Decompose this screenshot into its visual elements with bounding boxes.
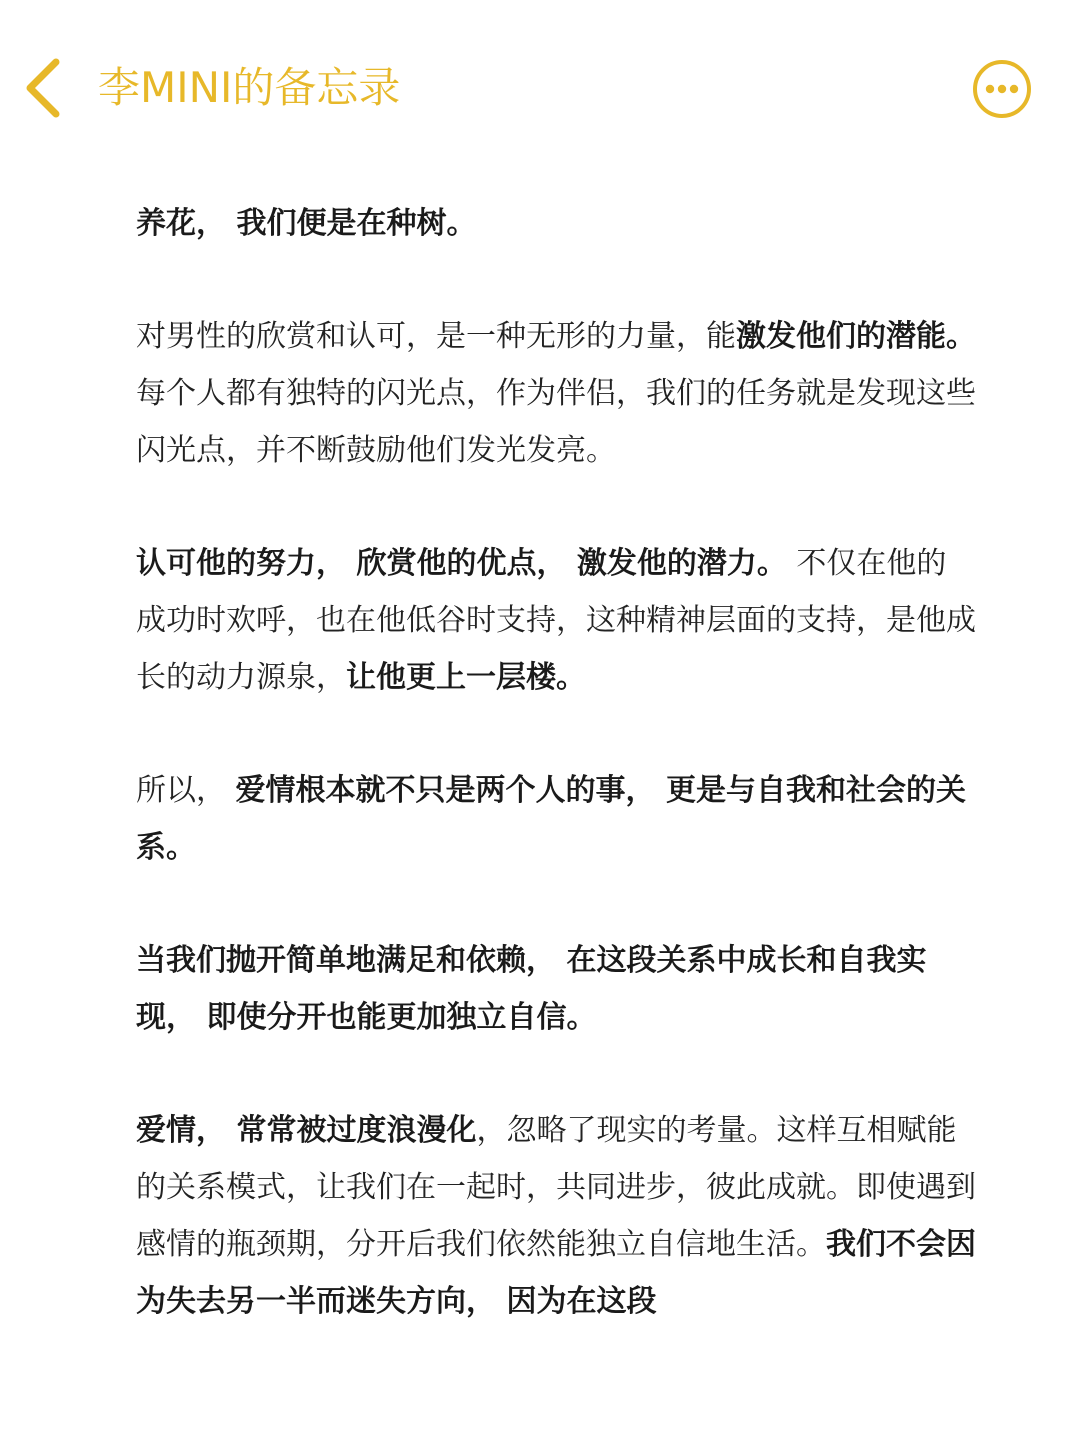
- top-bar: [0, 0, 1080, 170]
- back-button[interactable]: [14, 52, 78, 124]
- bold-text: 爱情， 常常被过度浪漫化: [136, 1113, 477, 1148]
- bold-text: 让他更上一层楼。: [346, 660, 586, 695]
- text-run: 对男性的欣赏和认可，是一种无形的力量，能: [136, 319, 736, 354]
- bold-text: 当我们抛开简单地满足和依赖， 在这段关系中成长和自我实现， 即使分开也能更加独立自信。: [136, 943, 927, 1035]
- bold-text: 激发他们的潜能。: [736, 319, 976, 354]
- bold-text: 我们不会因为失去另一半而迷失方向， 因为在这段: [136, 1227, 976, 1319]
- text-run: 每个人都有独特的闪光点，作为伴侣，我们的任务就是发现这些闪光点，并不断鼓励他们发光发亮。: [136, 376, 976, 468]
- text-run: 所以，: [136, 773, 236, 808]
- bold-text: 认可他的努力， 欣赏他的优点， 激发他的潜力。: [136, 546, 787, 581]
- note-paragraph: [136, 1102, 976, 1330]
- more-horizontal-icon: [970, 57, 1034, 121]
- more-options-button[interactable]: [970, 57, 1034, 121]
- text-run: ，忽略了现实的考量。这样互相赋能的关系模式，让我们在一起时，共同进步，彼此成就。即使遇到感情的瓶颈期，分开后我们依然能独立自信地生活。: [136, 1113, 976, 1262]
- page-title: 李MINI的备忘录: [98, 63, 401, 112]
- note-paragraph: [136, 535, 976, 706]
- bold-text: 养花， 我们便是在种树。: [136, 206, 477, 241]
- note-body: [136, 195, 976, 1386]
- text-run: 不仅在他的成功时欢呼，也在他低谷时支持，这种精神层面的支持，是他成长的动力源泉，: [136, 546, 976, 695]
- chevron-left-icon: [14, 52, 78, 124]
- note-paragraph: [136, 762, 976, 876]
- bold-text: 爱情根本就不只是两个人的事， 更是与自我和社会的关系。: [136, 773, 966, 865]
- note-paragraph: [136, 932, 976, 1046]
- note-paragraph: [136, 308, 976, 479]
- note-paragraph: [136, 195, 976, 252]
